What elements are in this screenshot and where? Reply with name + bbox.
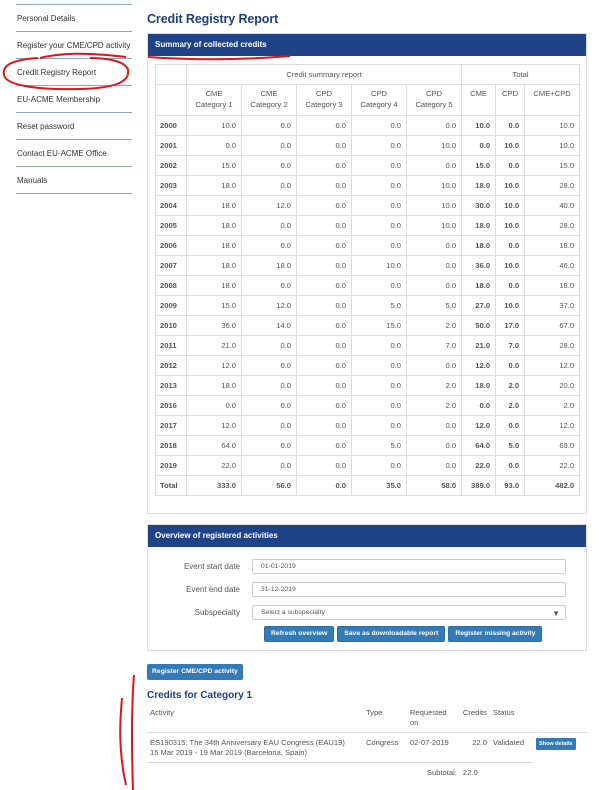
value-cell: 0.0 — [407, 416, 462, 436]
value-cell: 15.0 — [525, 156, 580, 176]
year-cell: 2012 — [156, 356, 187, 376]
value-cell: 20.0 — [525, 376, 580, 396]
value-cell: 0.0 — [297, 216, 352, 236]
activity-title: ES190315: The 34th Anniversary EAU Congress (EAU19) — [150, 737, 345, 747]
credits-table — [147, 706, 587, 782]
table-row — [156, 296, 580, 316]
value-cell: 0.0 — [297, 416, 352, 436]
subspecialty-select[interactable] — [252, 605, 566, 620]
value-cell: 0.0 — [352, 236, 407, 256]
year-cell: 2017 — [156, 416, 187, 436]
annotation-vertical-line-2 — [120, 698, 126, 785]
register-missing-activity-button[interactable]: Register missing activity — [448, 626, 542, 642]
value-cell: 2.0 — [525, 396, 580, 416]
page-title: Credit Registry Report — [147, 12, 279, 26]
value-cell: 58.0 — [407, 476, 462, 496]
value-cell: 0.0 — [352, 176, 407, 196]
value-cell: 0.0 — [407, 276, 462, 296]
value-cell: 27.0 — [462, 296, 496, 316]
main-content — [147, 0, 587, 782]
value-cell: 10.0 — [407, 136, 462, 156]
end-date-input[interactable]: 31-12-2019 — [252, 582, 566, 597]
value-cell: 0.0 — [407, 236, 462, 256]
table-row — [156, 116, 580, 136]
value-cell: 46.0 — [525, 256, 580, 276]
value-cell: 0.0 — [242, 356, 297, 376]
value-cell: 0.0 — [242, 396, 297, 416]
value-cell: 18.0 — [187, 216, 242, 236]
value-cell: 0.0 — [242, 236, 297, 256]
table-row — [156, 156, 580, 176]
value-cell: 0.0 — [496, 456, 525, 476]
sidebar-nav — [16, 4, 132, 194]
value-cell: 0.0 — [352, 456, 407, 476]
value-cell: 0.0 — [242, 376, 297, 396]
value-cell: 67.0 — [525, 316, 580, 336]
value-cell: 0.0 — [242, 336, 297, 356]
value-cell: 0.0 — [407, 116, 462, 136]
value-cell: 0.0 — [352, 336, 407, 356]
value-cell: 0.0 — [352, 136, 407, 156]
value-cell: 0.0 — [297, 376, 352, 396]
table-row — [156, 216, 580, 236]
year-cell: 2010 — [156, 316, 187, 336]
col-header-type: Type — [363, 706, 407, 732]
corner-cell — [156, 85, 187, 116]
value-cell: 0.0 — [297, 136, 352, 156]
value-cell: 15.0 — [462, 156, 496, 176]
overview-panel-header: Overview of registered activities — [148, 525, 586, 547]
table-row — [156, 396, 580, 416]
value-cell: 0.0 — [297, 236, 352, 256]
value-cell: 15.0 — [187, 156, 242, 176]
value-cell: 18.0 — [525, 236, 580, 256]
value-cell: 35.0 — [352, 476, 407, 496]
value-cell: 0.0 — [352, 276, 407, 296]
table-row — [156, 196, 580, 216]
value-cell: 18.0 — [462, 276, 496, 296]
value-cell: 50.0 — [462, 316, 496, 336]
value-cell: 22.0 — [525, 456, 580, 476]
year-cell: 2011 — [156, 336, 187, 356]
value-cell: 0.0 — [297, 356, 352, 376]
value-cell: 482.0 — [525, 476, 580, 496]
overview-panel-body — [148, 547, 586, 650]
value-cell: 0.0 — [297, 336, 352, 356]
subspecialty-label: Subspecialty — [194, 607, 240, 617]
value-cell: 2.0 — [496, 376, 525, 396]
value-cell: 0.0 — [352, 356, 407, 376]
value-cell: 0.0 — [407, 436, 462, 456]
value-cell: 93.0 — [496, 476, 525, 496]
value-cell: 18.0 — [525, 276, 580, 296]
value-cell: 12.0 — [187, 416, 242, 436]
value-cell: 12.0 — [525, 356, 580, 376]
value-cell: 0.0 — [352, 396, 407, 416]
subtotal-label: Subtotal: — [426, 767, 457, 777]
value-cell: 18.0 — [187, 276, 242, 296]
end-date-label: Event end date — [186, 584, 240, 594]
value-cell: 12.0 — [462, 356, 496, 376]
summary-panel — [147, 33, 587, 514]
value-cell: 0.0 — [187, 396, 242, 416]
value-cell: 18.0 — [242, 256, 297, 276]
value-cell: 10.0 — [462, 116, 496, 136]
value-cell: 21.0 — [462, 336, 496, 356]
dropdown-arrow-icon: ▼ — [552, 608, 560, 618]
value-cell: 17.0 — [496, 316, 525, 336]
value-cell: 10.0 — [407, 176, 462, 196]
value-cell: 64.0 — [462, 436, 496, 456]
value-cell: 0.0 — [496, 276, 525, 296]
value-cell: 2.0 — [496, 396, 525, 416]
value-cell: 0.0 — [297, 316, 352, 336]
table-row — [156, 236, 580, 256]
value-cell: 5.0 — [352, 296, 407, 316]
column-header: CPD Category 5 — [407, 85, 462, 116]
value-cell: 10.0 — [496, 296, 525, 316]
value-cell: 69.0 — [525, 436, 580, 456]
value-cell: 64.0 — [187, 436, 242, 456]
sidebar-item-eu-acme-membership[interactable]: EU-ACME Membership — [16, 86, 132, 113]
save-report-button[interactable]: Save as downloadable report — [337, 626, 445, 642]
column-header: CME+CPD — [525, 85, 580, 116]
value-cell: 5.0 — [352, 436, 407, 456]
col-header-status: Status — [490, 706, 533, 732]
subspecialty-row — [148, 601, 586, 623]
value-cell: 18.0 — [462, 376, 496, 396]
value-cell: 0.0 — [242, 276, 297, 296]
value-cell: 18.0 — [462, 236, 496, 256]
table-row — [147, 732, 587, 762]
value-cell: 0.0 — [297, 276, 352, 296]
credits-cell: 22.0 — [460, 732, 490, 762]
sidebar-item-credit-registry-report[interactable]: Credit Registry Report — [16, 59, 132, 86]
value-cell: 15.0 — [187, 296, 242, 316]
value-cell: 0.0 — [352, 196, 407, 216]
total-row — [156, 476, 580, 496]
requested-cell: 02-07-2019 — [407, 732, 460, 762]
sidebar-item-reset-password[interactable]: Reset password — [16, 113, 132, 140]
value-cell: 0.0 — [297, 296, 352, 316]
value-cell: 0.0 — [297, 396, 352, 416]
value-cell: 0.0 — [496, 236, 525, 256]
value-cell: 0.0 — [496, 416, 525, 436]
column-header: CPD Category 4 — [352, 85, 407, 116]
value-cell: 0.0 — [297, 256, 352, 276]
table-row — [156, 136, 580, 156]
activity-cell — [147, 732, 363, 762]
value-cell: 0.0 — [242, 456, 297, 476]
summary-panel-header: Summary of collected credits — [148, 34, 586, 56]
value-cell: 2.0 — [407, 376, 462, 396]
start-date-input[interactable]: 01-01-2019 — [252, 559, 566, 574]
column-header: CME Category 2 — [242, 85, 297, 116]
annotation-vertical-line-1 — [132, 675, 134, 790]
value-cell: 10.0 — [496, 196, 525, 216]
value-cell: 56.0 — [242, 476, 297, 496]
year-cell: 2007 — [156, 256, 187, 276]
subtotal-row — [147, 762, 587, 782]
year-cell: 2006 — [156, 236, 187, 256]
value-cell: 7.0 — [496, 336, 525, 356]
value-cell: 18.0 — [187, 376, 242, 396]
value-cell: 36.0 — [462, 256, 496, 276]
value-cell: 0.0 — [352, 376, 407, 396]
value-cell: 0.0 — [242, 416, 297, 436]
col-header-credits: Credits — [460, 706, 490, 732]
sidebar-item-register-activity[interactable]: Register your CME/CPD activity — [16, 32, 132, 59]
value-cell: 12.0 — [462, 416, 496, 436]
value-cell: 10.0 — [525, 136, 580, 156]
table-row — [156, 456, 580, 476]
table-row — [156, 416, 580, 436]
value-cell: 0.0 — [407, 456, 462, 476]
value-cell: 18.0 — [462, 216, 496, 236]
value-cell: 37.0 — [525, 296, 580, 316]
value-cell: 10.0 — [352, 256, 407, 276]
value-cell: 10.0 — [187, 116, 242, 136]
value-cell: 0.0 — [462, 136, 496, 156]
overview-actions — [264, 626, 586, 642]
value-cell: 0.0 — [242, 136, 297, 156]
table-row — [156, 316, 580, 336]
table-row — [156, 176, 580, 196]
value-cell: 0.0 — [242, 156, 297, 176]
value-cell: 0.0 — [242, 116, 297, 136]
value-cell: 10.0 — [407, 196, 462, 216]
overview-panel — [147, 524, 587, 651]
col-header-activity: Activity — [147, 706, 363, 732]
value-cell: 0.0 — [297, 456, 352, 476]
year-cell: 2002 — [156, 156, 187, 176]
year-cell: Total — [156, 476, 187, 496]
credit-summary-table — [155, 64, 580, 496]
start-date-label: Event start date — [183, 561, 240, 571]
column-header: CME — [462, 85, 496, 116]
value-cell: 0.0 — [297, 176, 352, 196]
value-cell: 0.0 — [462, 396, 496, 416]
sidebar-item-manuals[interactable]: Manuals — [16, 167, 132, 194]
value-cell: 7.0 — [407, 336, 462, 356]
value-cell: 18.0 — [187, 236, 242, 256]
end-date-row — [148, 578, 586, 600]
value-cell: 30.0 — [462, 196, 496, 216]
value-cell: 18.0 — [187, 196, 242, 216]
year-cell: 2009 — [156, 296, 187, 316]
value-cell: 21.0 — [187, 336, 242, 356]
value-cell: 0.0 — [297, 156, 352, 176]
year-cell: 2005 — [156, 216, 187, 236]
value-cell: 0.0 — [242, 216, 297, 236]
type-cell: Congress — [363, 732, 407, 762]
subspecialty-selected-value: Select a subspecialty — [261, 608, 325, 616]
value-cell: 10.0 — [496, 176, 525, 196]
value-cell: 10.0 — [496, 136, 525, 156]
value-cell: 0.0 — [407, 156, 462, 176]
value-cell: 15.0 — [352, 316, 407, 336]
value-cell: 0.0 — [407, 356, 462, 376]
start-date-row — [148, 555, 586, 577]
table-row — [156, 276, 580, 296]
value-cell: 28.0 — [525, 176, 580, 196]
register-activity-button[interactable]: Register CME/CPD activity — [147, 664, 243, 680]
value-cell: 22.0 — [187, 456, 242, 476]
year-cell: 2013 — [156, 376, 187, 396]
value-cell: 0.0 — [496, 356, 525, 376]
value-cell: 5.0 — [496, 436, 525, 456]
value-cell: 0.0 — [352, 416, 407, 436]
value-cell: 36.0 — [187, 316, 242, 336]
year-cell: 2003 — [156, 176, 187, 196]
value-cell: 40.0 — [525, 196, 580, 216]
value-cell: 389.0 — [462, 476, 496, 496]
value-cell: 0.0 — [297, 476, 352, 496]
table-row — [156, 356, 580, 376]
group-header-credit-summary: Credit summary report — [187, 65, 462, 85]
year-cell: 2000 — [156, 116, 187, 136]
summary-panel-body — [148, 56, 586, 513]
column-header: CME Category 1 — [187, 85, 242, 116]
value-cell: 0.0 — [297, 116, 352, 136]
value-cell: 0.0 — [242, 176, 297, 196]
value-cell: 5.0 — [407, 296, 462, 316]
value-cell: 0.0 — [242, 436, 297, 456]
show-details-button[interactable]: Show details — [536, 738, 576, 750]
value-cell: 12.0 — [525, 416, 580, 436]
col-header-requested: Requested on — [407, 706, 460, 732]
credits-section-title: Credits for Category 1 — [147, 690, 253, 701]
value-cell: 0.0 — [496, 116, 525, 136]
value-cell: 14.0 — [242, 316, 297, 336]
value-cell: 28.0 — [525, 336, 580, 356]
table-row — [156, 376, 580, 396]
subtotal-value: 22.0 — [462, 767, 478, 777]
value-cell: 10.0 — [496, 256, 525, 276]
year-cell: 2018 — [156, 436, 187, 456]
value-cell: 0.0 — [187, 136, 242, 156]
value-cell: 10.0 — [496, 216, 525, 236]
action-cell — [533, 732, 587, 762]
value-cell: 2.0 — [407, 316, 462, 336]
value-cell: 0.0 — [496, 156, 525, 176]
group-header-total: Total — [462, 65, 580, 85]
value-cell: 0.0 — [297, 196, 352, 216]
year-cell: 2004 — [156, 196, 187, 216]
value-cell: 12.0 — [242, 196, 297, 216]
column-header: CPD — [496, 85, 525, 116]
corner-cell — [156, 65, 187, 85]
year-cell: 2016 — [156, 396, 187, 416]
sidebar-item-contact-office[interactable]: Contact EU-ACME Office — [16, 140, 132, 167]
value-cell: 0.0 — [297, 436, 352, 456]
value-cell: 12.0 — [242, 296, 297, 316]
col-header-action — [533, 706, 587, 732]
value-cell: 12.0 — [187, 356, 242, 376]
year-cell: 2008 — [156, 276, 187, 296]
refresh-overview-button[interactable]: Refresh overview — [264, 626, 334, 642]
value-cell: 18.0 — [187, 256, 242, 276]
activity-dates: 15 Mar 2019 - 19 Mar 2019 (Barcelona, Spain) — [150, 747, 308, 757]
year-cell: 2019 — [156, 456, 187, 476]
value-cell: 333.0 — [187, 476, 242, 496]
value-cell: 18.0 — [187, 176, 242, 196]
table-row — [156, 436, 580, 456]
status-cell: Validated — [490, 732, 533, 762]
value-cell: 10.0 — [407, 216, 462, 236]
value-cell: 10.0 — [525, 116, 580, 136]
sidebar-item-personal-details[interactable]: Personal Details — [16, 5, 132, 32]
column-header: CPD Category 3 — [297, 85, 352, 116]
value-cell: 22.0 — [462, 456, 496, 476]
value-cell: 2.0 — [407, 396, 462, 416]
value-cell: 0.0 — [352, 216, 407, 236]
value-cell: 0.0 — [407, 256, 462, 276]
value-cell: 0.0 — [352, 116, 407, 136]
table-row — [156, 256, 580, 276]
value-cell: 28.0 — [525, 216, 580, 236]
table-row — [156, 336, 580, 356]
year-cell: 2001 — [156, 136, 187, 156]
value-cell: 18.0 — [462, 176, 496, 196]
value-cell: 0.0 — [352, 156, 407, 176]
